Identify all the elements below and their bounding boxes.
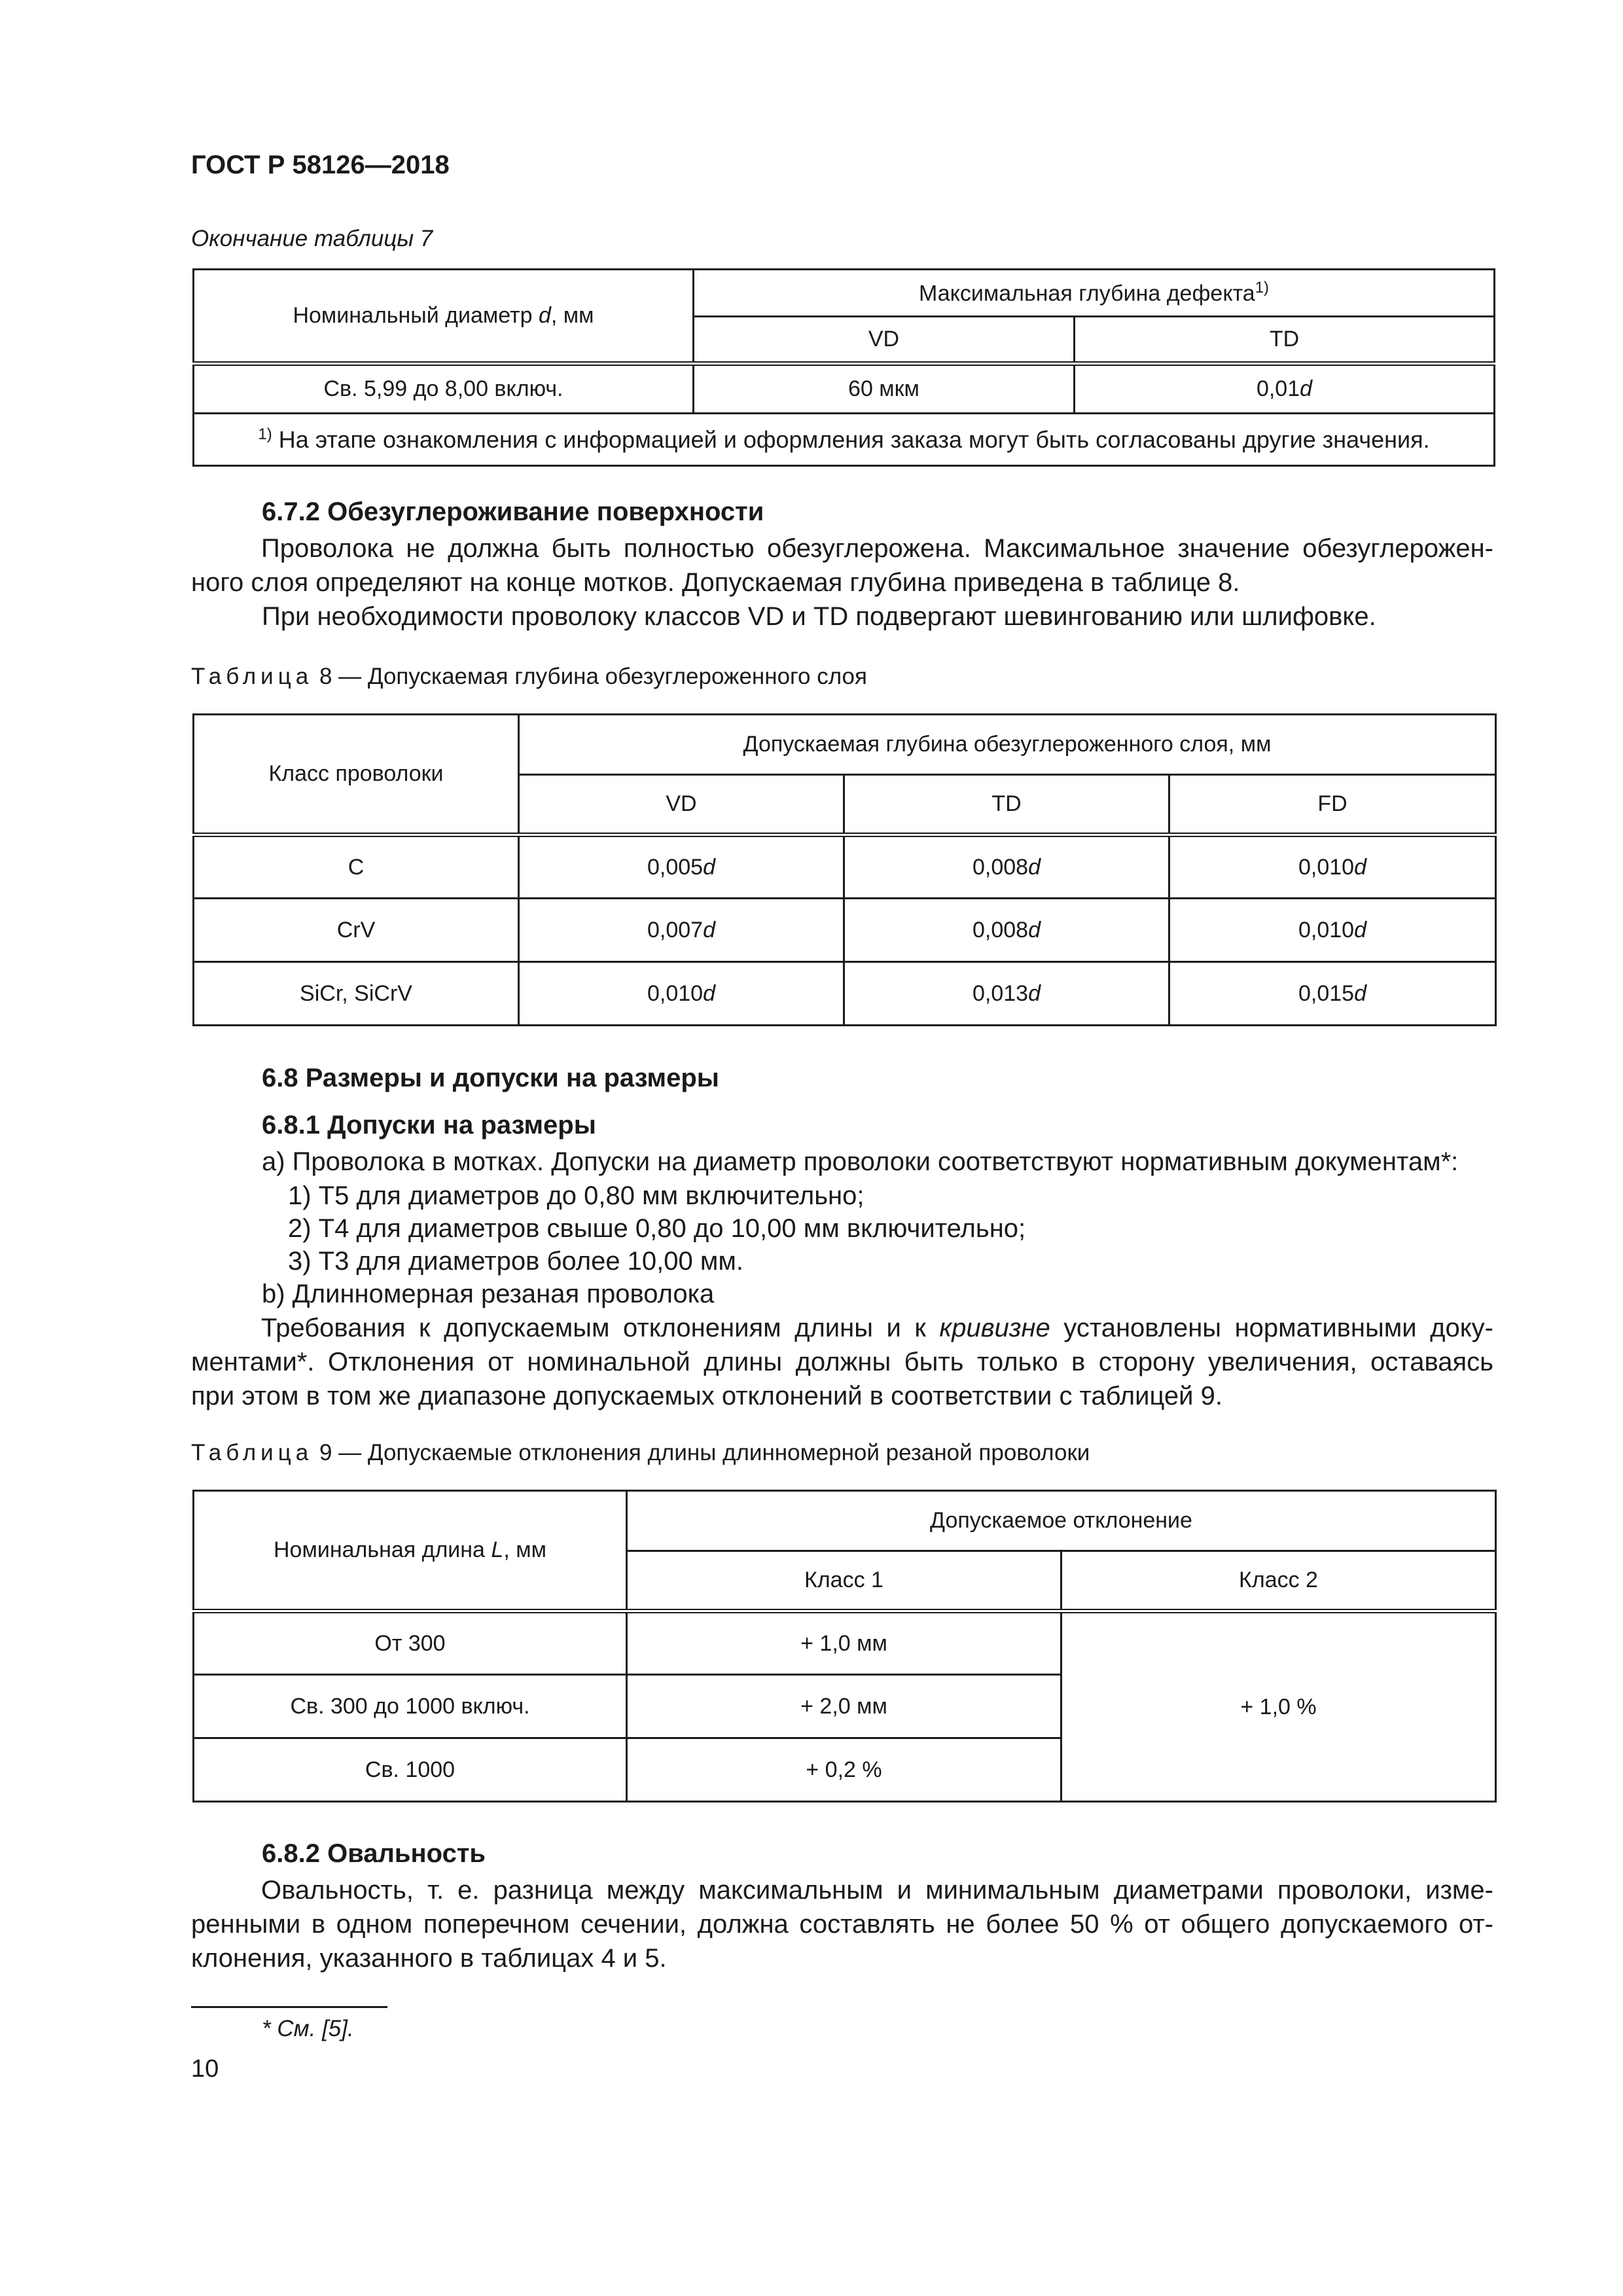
text-line: ренными в одном поперечном сечении, должна составлять не более 50 % от общего допускаемого от- bbox=[191, 1910, 1493, 1939]
list-item: 2) Т4 для диаметров свыше 0,80 до 10,00 мм включительно; bbox=[288, 1214, 1026, 1243]
table8-header-class: Класс проволоки bbox=[194, 715, 519, 835]
table9-header-class1: Класс 1 bbox=[627, 1551, 1061, 1611]
table8-header-depth: Допускаемая глубина обезуглероженного слоя, мм bbox=[519, 715, 1496, 775]
section-6-8-heading: 6.8 Размеры и допуски на размеры bbox=[262, 1064, 719, 1092]
table8-cell-value: 0,008d bbox=[844, 835, 1169, 899]
table9-cell-class1: + 1,0 мм bbox=[627, 1611, 1061, 1675]
table8-cell-value: 0,010d bbox=[1169, 835, 1496, 899]
table7-cell-diameter: Св. 5,99 до 8,00 включ. bbox=[194, 364, 694, 414]
table-row bbox=[194, 364, 1495, 414]
text-line: Овальность, т. е. разница между максимальным и минимальным диаметрами проволоки, изме- bbox=[261, 1876, 1493, 1905]
table8-header-vd: VD bbox=[519, 775, 844, 835]
document-header: ГОСТ Р 58126—2018 bbox=[191, 151, 450, 179]
page-number: 10 bbox=[191, 2055, 219, 2083]
table9-header-deviation: Допускаемое отклонение bbox=[627, 1491, 1496, 1551]
table9-cell-length: Св. 1000 bbox=[194, 1738, 627, 1802]
table-8 bbox=[192, 713, 1497, 1026]
table8-header-td: TD bbox=[844, 775, 1169, 835]
table7-cell-td: 0,01d bbox=[1075, 364, 1495, 414]
table7-header-depth: Максимальная глубина дефекта$^{1)}$ bbox=[694, 270, 1495, 317]
text-line: а) Проволока в мотках. Допуски на диаметр проволоки соответствуют нормативным документам*: bbox=[262, 1147, 1459, 1176]
table9-caption: Таблица 9 — Допускаемые отклонения длины длинномерной резаной проволоки bbox=[191, 1440, 1090, 1465]
footnote-separator bbox=[191, 2006, 387, 2008]
table7-footnote: $^{1)}$ На этапе ознакомления с информацией и оформления заказа могут быть согласованы другие значения. bbox=[194, 414, 1495, 466]
table-row bbox=[194, 899, 1496, 962]
table8-cell-value: 0,008d bbox=[844, 899, 1169, 962]
list-item: 1) Т5 для диаметров до 0,80 мм включительно; bbox=[288, 1181, 865, 1210]
table9-cell-class1: + 2,0 мм bbox=[627, 1675, 1061, 1738]
footnote: * См. [5]. bbox=[262, 2016, 354, 2041]
table7-cell-vd: 60 мкм bbox=[694, 364, 1075, 414]
table7-header-td: TD bbox=[1075, 317, 1495, 364]
table8-cell-value: 0,010d bbox=[1169, 899, 1496, 962]
section-6-7-2-text bbox=[191, 531, 1493, 565]
table-9 bbox=[192, 1490, 1497, 1803]
table9-cell-class1: + 0,2 % bbox=[627, 1738, 1061, 1802]
table8-cell-class: SiCr, SiCrV bbox=[194, 962, 519, 1026]
text-line: b) Длинномерная резаная проволока bbox=[262, 1280, 715, 1308]
section-6-8-1-heading: 6.8.1 Допуски на размеры bbox=[262, 1111, 596, 1139]
table8-cell-value: 0,013d bbox=[844, 962, 1169, 1026]
table9-header-length: Номинальная длина L, мм bbox=[194, 1491, 627, 1611]
text-line: Требования к допускаемым отклонениям длины и к кривизне установлены нормативными доку- bbox=[261, 1314, 1493, 1342]
text-line: Проволока не должна быть полностью обезуглерожена. Максимальное значение обезуглерожен- bbox=[261, 534, 1493, 563]
section-6-7-2-heading: 6.7.2 Обезуглероживание поверхности bbox=[262, 497, 764, 526]
table8-cell-value: 0,007d bbox=[519, 899, 844, 962]
table8-cell-value: 0,010d bbox=[519, 962, 844, 1026]
text-line: ментами*. Отклонения от номинальной длины должны быть только в сторону увеличения, оставаясь bbox=[191, 1348, 1493, 1376]
table-row bbox=[194, 962, 1496, 1026]
table7-header-diameter: Номинальный диаметр d, мм bbox=[194, 270, 694, 364]
text-line: при этом в том же диапазоне допускаемых отклонений в соответствии с таблицей 9. bbox=[191, 1382, 1222, 1410]
table8-caption: Таблица 8 — Допускаемая глубина обезуглероженного слоя bbox=[191, 664, 867, 689]
table8-cell-class: CrV bbox=[194, 899, 519, 962]
table9-header-class2: Класс 2 bbox=[1061, 1551, 1496, 1611]
table8-cell-class: C bbox=[194, 835, 519, 899]
text-line: ного слоя определяют на конце мотков. Допускаемая глубина приведена в таблице 8. bbox=[191, 568, 1240, 597]
table8-cell-value: 0,015d bbox=[1169, 962, 1496, 1026]
table-row bbox=[194, 1611, 1496, 1675]
table8-header-fd: FD bbox=[1169, 775, 1496, 835]
section-6-8-2-heading: 6.8.2 Овальность bbox=[262, 1839, 486, 1868]
table8-cell-value: 0,005d bbox=[519, 835, 844, 899]
table9-cell-class2: + 1,0 % bbox=[1061, 1611, 1496, 1802]
table-row bbox=[194, 835, 1496, 899]
table9-cell-length: От 300 bbox=[194, 1611, 627, 1675]
text-line: клонения, указанного в таблицах 4 и 5. bbox=[191, 1944, 667, 1973]
table-7 bbox=[192, 268, 1495, 467]
list-item: 3) Т3 для диаметров более 10,00 мм. bbox=[288, 1247, 743, 1276]
table9-cell-length: Св. 300 до 1000 включ. bbox=[194, 1675, 627, 1738]
table7-caption: Окончание таблицы 7 bbox=[191, 226, 433, 251]
table7-header-vd: VD bbox=[694, 317, 1075, 364]
text-line: При необходимости проволоку классов VD и TD подвергают шевингованию или шлифовке. bbox=[262, 602, 1376, 631]
